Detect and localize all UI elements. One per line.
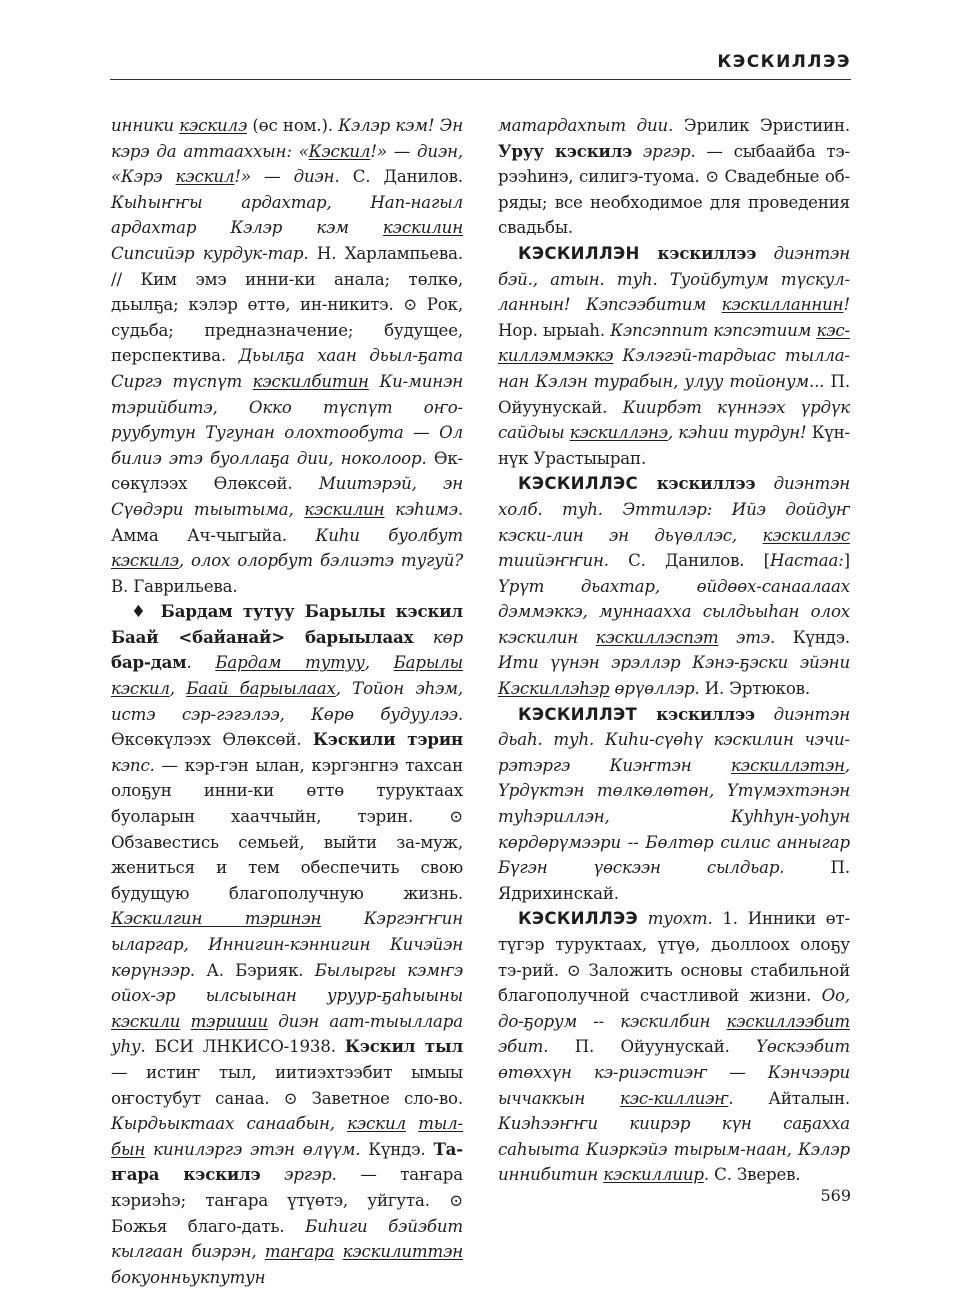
text-run: Сипсийэр курдук-тар. [111,243,309,263]
text-run: Кэргэҥҥин ыларгар, Иннигин-кэннигин Кичэйэн көрүнээр. [111,909,463,980]
running-head: КЭСКИЛЛЭЭ [717,52,851,72]
text-run: , [169,679,187,699]
text-run: . [728,1088,734,1108]
text-run: бокуонньукпутун [111,1267,266,1287]
text-run: П. Ойуунускай. [548,1037,757,1057]
entry-headword: КЭСКИЛЛЭТ [518,704,638,724]
text-run: кэскиллээ [637,703,756,724]
text-run: БСИ ЛНКИСО-1938. [145,1037,345,1057]
text-run: П. Ойуунускай. [498,371,850,417]
text-run: !» — диэн. [234,167,340,187]
text-run: 1. Инники өт-түгэр туруктаах, үтүө, дьоллоох олоҕу тэ-рий. ⊙ Заложить основы стабильной благополучной счастливой жизни. [498,909,850,1006]
text-run: диэнтэн бэй., атын. туһ. Туойбутум түскул-ланнын! Кэпсээбитим [498,243,850,315]
text-run: Күндэ. [360,1139,434,1159]
text-run: кэскили [111,1011,181,1031]
text-run: Кыһыҥҥы ардахтар, Нап-нагыл ардахтар Кэлэр кэм [111,192,463,238]
text-run: С. Зверев. [709,1165,801,1185]
text-run: кинилэргэ этэн өлүүм. [145,1139,361,1159]
text-run: кэскиллэтэн [731,755,845,775]
text-run [406,1114,418,1133]
text-run: кэскиллээ [638,473,756,494]
text-run: тыл-бын [111,1114,464,1159]
text-run: С. Данилов. [ [608,551,770,571]
entry-headword: КЭСКИЛЛЭЭ [518,909,638,929]
text-run: Уруу кэскилэ [498,140,633,161]
text-run: Киһи буолбут [315,525,463,545]
text-run: кэпс. [111,755,155,775]
text-run [334,1242,342,1261]
text-run: Кэлэр кэм! Эн кэрэ да аттааххын: « [111,116,463,161]
paragraph [498,113,850,241]
text-run: , [364,653,394,673]
text-run: , кэһии турдун! [667,423,807,443]
text-run [180,1012,190,1031]
text-run: Миитэрэй, эн Сүөдэри тыытыма, [111,474,463,519]
text-run: таҥара [264,1242,335,1262]
right-column [498,113,850,1188]
text-run: Кэскил [308,141,371,161]
text-run: Кэскиллэһэр [498,679,610,699]
paragraph [498,702,850,907]
text-run: Айталын. [733,1088,850,1108]
paragraph [498,906,850,1188]
text-run: бар-дам [111,652,187,673]
text-run: . [186,653,216,673]
paragraph [498,471,850,701]
text-run: кэскил [347,1114,406,1134]
text-run: Күндэ. [775,627,850,647]
text-run: кэскилин [382,218,463,238]
text-run: Былыргы кэмҥэ ойох-эр ылсыынан уруур-ҕаһыыны [111,960,463,1006]
text-run: эбит. [498,1037,549,1057]
left-column [111,113,463,1290]
text-run: ♦ Бардам тутуу Барылы кэскил Баай <байанай> барыылаах [111,601,463,647]
text-run: Н. Харлампьева. // Ким эмэ инни-ки анала; төлкө, дьылҕа; кэлэр өттө, ин-никитэ. ⊙ Рок, судьба; предназначение; будущее, перспектива. [111,243,463,366]
text-run: Оо, до-ҕорум -- кэскилбин [498,986,850,1031]
text-run: (өс ном.). [247,116,339,135]
text-run: , Тойон эһэм, истэ сэр-гэгэлээ, Көрө будуулээ. [111,679,463,724]
text-run: диэн аат-тыыллара уһу. [111,1011,463,1057]
text-run: диэнтэн холб. туһ. Эттилэр: Ийэ дойдуҥ кэски-лин эн дьүөллэс, [498,474,850,545]
text-run: Кэпсэппит кэпсэтиим [610,320,817,340]
header-rule [110,79,851,80]
text-run: Бардам тутуу [215,653,365,673]
text-run: өрүөллэр. [609,679,700,699]
text-run: Күн-нүк Урастыырап. [498,423,850,468]
text-run: кэскилиттэн [342,1242,463,1262]
text-run: Киирбэт күннээх үрдүк сайдыы [498,397,850,443]
text-run: И. Эртюков. [699,679,810,699]
text-run: Баай барыылаах [186,679,336,699]
text-run: Кэскили тэрин [312,729,463,750]
entry-headword: КЭСКИЛЛЭС [518,474,638,494]
text-run: , олох олорбут бэлиэтэ тугуй? [178,551,463,571]
text-run: Ити үүнэн эрэллэр Кэнэ-ҕэски эйэни [498,653,850,673]
text-run: эргэр. [632,141,696,161]
text-run: С. Данилов. [339,167,464,187]
text-run: кэскиллээ [639,242,757,263]
text-run: көр [413,627,463,647]
text-run: Кэлэгэй-тардыас тылла-нан Кэлэн турабын, улуу тойонум... [498,346,850,391]
text-run: Кэскил тыл [344,1036,464,1057]
text-run: Эрилик Эристиин. [673,116,850,135]
text-run: Амма Ач-чыгыйа. [111,525,316,545]
text-run: — истиҥ тыл, иитиэхтээбит ымыы оҥостубут санаа. ⊙ Заветное сло-во. [111,1062,463,1108]
paragraph [111,113,463,599]
text-run: — таҥара кэриэһэ; таҥара үтүөтэ, уйгута. ⊙ Божья благо-дать. [111,1165,463,1236]
text-run: Өк-сөкүлээх Өлөксөй. [111,448,463,494]
text-run: кэскилэ [179,116,248,135]
text-run: инники [111,116,180,135]
text-run: кэһимэ. [384,499,464,519]
paragraph [498,241,850,471]
text-run: ! [843,295,850,315]
text-run: туохт. [638,909,713,929]
text-run: тэрииии [190,1011,268,1031]
text-run: Үрүт дьахтар, өйдөөх-санаалаах дэммэккэ, муннаахха сылдьыһан олох кэскилин [498,576,850,647]
text-run: , Үрдүктэн төлкөлөтөн, Үтүмэхтэнэн туһэриллэн, Куһһун-уоһун көрдөрүмээри -- Бөлтөр силис анныгар Бүгэн үөскээн сылдьар. [498,755,850,878]
text-run: кэскил [175,167,235,187]
text-run: — кэр-гэн ылан, кэргэнгнэ тахсан олоҕун инни-ки өттө туруктаах буоларын хааччыйн, тэрин. ⊙ Обзавестись семьей, выйти за-муж, жениться и тем обеспечить свою будущую благополучную жизнь. [111,755,463,903]
text-run: А. Бэрияк. [195,960,315,980]
text-run: П. Ядрихинскай. [498,858,850,903]
text-run: Дьылҕа хаан дьыл-ҕата Сиргэ түспүт [111,346,463,391]
text-run: Настаа: [769,551,844,571]
text-run: Өксөкүлээх Өлөксөй. [111,730,313,750]
text-run: Ки-минэн тэрийбитэ, Окко түспүт оҥо-руубутун Тугунан олохтообута — Ол билиэ этэ буоллаҕа дии, ноколоор. [111,371,463,468]
text-run: эргэр. [260,1165,337,1185]
text-run: . [703,1165,710,1185]
text-run: этэ. [718,627,776,647]
text-run: кэскиллэнэ [569,423,668,443]
text-run: Барылы [393,653,464,673]
text-run: кэс-киллиэҥ [620,1088,729,1108]
text-run: кэскилин [304,499,385,519]
text-run: Кырдьыктаах санаабын, [111,1114,348,1134]
text-run: В. Гаврильева. [111,576,238,596]
entry-headword: КЭСКИЛЛЭН [518,243,640,263]
paragraph [111,599,463,1290]
text-run: Үөскээбит өтөххүн кэ-риэстиэҥ — Кэнчээри ыччаккын [498,1037,850,1108]
text-run: !» — диэн, «Кэрэ [111,141,463,187]
text-run: Нор. ырыаһ. [498,320,611,340]
text-run: кэс-киллэммэккэ [498,320,850,366]
text-run: тиийэҥҥин. [498,551,609,571]
text-run: Та-ҥара кэскилэ [111,1138,463,1185]
text-run: — сыбаайба тэ-рээһинэ, силигэ-туома. ⊙ Свадебные об-ряды; все необходимое для проведения свадьбы. [498,141,851,238]
text-run: кэскиллээбит [726,1011,850,1031]
text-run: ] [843,551,850,571]
text-run: Кэскилгин тэринэн [111,909,322,929]
text-run: кэскиллэспэт [595,627,719,647]
text-run: кэскилэ [111,551,179,571]
page-number: 569 [820,1186,851,1205]
text-run: кэскил [111,679,170,699]
text-run: Киэһээҥҥи киирэр күн саҕахха саһыыта Киэркэйэ тырым-наан, Кэлэр иннибитин [498,1114,850,1185]
text-run: кэскиллиир [603,1165,704,1185]
text-run: диэнтэн дьаһ. туһ. Киһи-сүөһү кэскилин чэчи-рэтэргэ Киэҥтэн [498,704,850,775]
text-run: Биһиги бэйэбит кылгаан биэрэн, [111,1216,463,1262]
text-run: матардахпыт дии. [498,116,674,135]
text-run: кэскиллэс [762,525,850,545]
text-run: кэскилбитин [252,371,369,391]
text-run: кэскилланнин [721,295,844,315]
